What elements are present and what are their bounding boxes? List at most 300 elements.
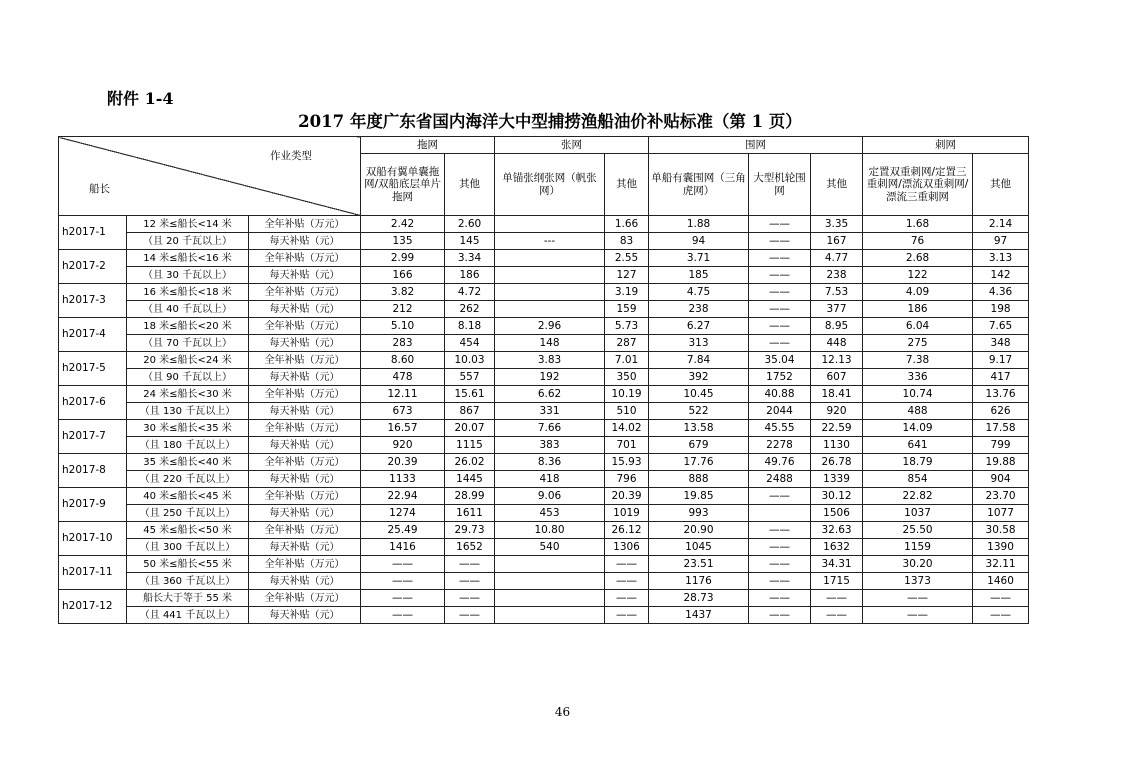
annual-subsidy-value: 3.34 xyxy=(445,250,495,267)
annual-subsidy-value: 28.99 xyxy=(445,488,495,505)
daily-subsidy-value: —— xyxy=(749,539,811,556)
daily-subsidy-value: 198 xyxy=(973,301,1029,318)
group-gillnet-header: 刺网 xyxy=(863,137,1029,154)
table-row xyxy=(59,454,1029,471)
annual-subsidy-value: 16.57 xyxy=(361,420,445,437)
annual-subsidy-value: 30.58 xyxy=(973,522,1029,539)
annual-subsidy-label: 全年补贴（万元） xyxy=(249,352,361,369)
row-code: h2017-3 xyxy=(59,284,127,318)
daily-subsidy-value: —— xyxy=(749,335,811,352)
annual-subsidy-value: 26.12 xyxy=(605,522,649,539)
annual-subsidy-value xyxy=(495,284,605,301)
annual-subsidy-value: 14.09 xyxy=(863,420,973,437)
annual-subsidy-value: 29.73 xyxy=(445,522,495,539)
power-threshold: （且 220 千瓦以上） xyxy=(127,471,249,488)
table-row xyxy=(59,369,1029,386)
annual-subsidy-value: 3.82 xyxy=(361,284,445,301)
power-threshold: （且 40 千瓦以上） xyxy=(127,301,249,318)
table-row xyxy=(59,607,1029,624)
daily-subsidy-label: 每天补贴（元） xyxy=(249,539,361,556)
row-code: h2017-5 xyxy=(59,352,127,386)
table-row xyxy=(59,505,1029,522)
annual-subsidy-value: 1.66 xyxy=(605,216,649,233)
daily-subsidy-label: 每天补贴（元） xyxy=(249,267,361,284)
annual-subsidy-value: —— xyxy=(749,284,811,301)
table-row xyxy=(59,335,1029,352)
daily-subsidy-value: 418 xyxy=(495,471,605,488)
annual-subsidy-value: 7.01 xyxy=(605,352,649,369)
annual-subsidy-value: 3.19 xyxy=(605,284,649,301)
daily-subsidy-value: 212 xyxy=(361,301,445,318)
annual-subsidy-label: 全年补贴（万元） xyxy=(249,522,361,539)
annual-subsidy-value: 49.76 xyxy=(749,454,811,471)
daily-subsidy-value: 313 xyxy=(649,335,749,352)
daily-subsidy-value: 417 xyxy=(973,369,1029,386)
row-code: h2017-9 xyxy=(59,488,127,522)
col-header-anchor-stow-net: 单锚张纲张网（帆张网） xyxy=(495,154,605,216)
daily-subsidy-value: 331 xyxy=(495,403,605,420)
annual-subsidy-value: 2.99 xyxy=(361,250,445,267)
row-code: h2017-4 xyxy=(59,318,127,352)
annual-subsidy-value: 30.12 xyxy=(811,488,863,505)
annual-subsidy-value: —— xyxy=(445,590,495,607)
table-row xyxy=(59,284,1029,301)
power-threshold: （且 441 千瓦以上） xyxy=(127,607,249,624)
annual-subsidy-value: 26.02 xyxy=(445,454,495,471)
row-code: h2017-10 xyxy=(59,522,127,556)
daily-subsidy-value: 488 xyxy=(863,403,973,420)
annual-subsidy-label: 全年补贴（万元） xyxy=(249,420,361,437)
row-code: h2017-8 xyxy=(59,454,127,488)
annual-subsidy-value: 8.95 xyxy=(811,318,863,335)
daily-subsidy-value: 641 xyxy=(863,437,973,454)
daily-subsidy-value: 1416 xyxy=(361,539,445,556)
table-row xyxy=(59,233,1029,250)
annual-subsidy-label: 全年补贴（万元） xyxy=(249,284,361,301)
annual-subsidy-value: 15.93 xyxy=(605,454,649,471)
annual-subsidy-value: —— xyxy=(749,522,811,539)
vessel-length-range: 20 米≤船长<24 米 xyxy=(127,352,249,369)
daily-subsidy-value: 2044 xyxy=(749,403,811,420)
annual-subsidy-value: —— xyxy=(811,590,863,607)
annual-subsidy-value: 6.04 xyxy=(863,318,973,335)
daily-subsidy-value: 1632 xyxy=(811,539,863,556)
annual-subsidy-value: 4.72 xyxy=(445,284,495,301)
daily-subsidy-label: 每天补贴（元） xyxy=(249,471,361,488)
annual-subsidy-value: 14.02 xyxy=(605,420,649,437)
row-code: h2017-6 xyxy=(59,386,127,420)
col-header-gillnet-other: 其他 xyxy=(973,154,1029,216)
power-threshold: （且 300 千瓦以上） xyxy=(127,539,249,556)
annual-subsidy-value: 3.13 xyxy=(973,250,1029,267)
vessel-length-range: 12 米≤船长<14 米 xyxy=(127,216,249,233)
annual-subsidy-value: 10.03 xyxy=(445,352,495,369)
vessel-length-range: 18 米≤船长<20 米 xyxy=(127,318,249,335)
annual-subsidy-value: 20.39 xyxy=(605,488,649,505)
daily-subsidy-value: 522 xyxy=(649,403,749,420)
daily-subsidy-label: 每天补贴（元） xyxy=(249,335,361,352)
power-threshold: （且 180 千瓦以上） xyxy=(127,437,249,454)
daily-subsidy-value xyxy=(495,607,605,624)
annual-subsidy-value xyxy=(495,216,605,233)
daily-subsidy-value: 76 xyxy=(863,233,973,250)
daily-subsidy-value: 673 xyxy=(361,403,445,420)
daily-subsidy-value: 1306 xyxy=(605,539,649,556)
vessel-length-range: 船长大于等于 55 米 xyxy=(127,590,249,607)
daily-subsidy-value: —— xyxy=(445,607,495,624)
header-group-row xyxy=(59,137,1029,154)
annual-subsidy-value: —— xyxy=(749,590,811,607)
daily-subsidy-value: 920 xyxy=(811,403,863,420)
annual-subsidy-value: 40.88 xyxy=(749,386,811,403)
row-code: h2017-1 xyxy=(59,216,127,250)
table-row xyxy=(59,250,1029,267)
annual-subsidy-value: 25.49 xyxy=(361,522,445,539)
daily-subsidy-label: 每天补贴（元） xyxy=(249,437,361,454)
annual-subsidy-value xyxy=(495,590,605,607)
annual-subsidy-value: 7.84 xyxy=(649,352,749,369)
daily-subsidy-value: 166 xyxy=(361,267,445,284)
annual-subsidy-value: 8.18 xyxy=(445,318,495,335)
daily-subsidy-value: 1130 xyxy=(811,437,863,454)
col-header-seine-other: 其他 xyxy=(811,154,863,216)
daily-subsidy-value: 348 xyxy=(973,335,1029,352)
daily-subsidy-value: 701 xyxy=(605,437,649,454)
daily-subsidy-value: —— xyxy=(749,233,811,250)
daily-subsidy-value: 142 xyxy=(973,267,1029,284)
power-threshold: （且 20 千瓦以上） xyxy=(127,233,249,250)
daily-subsidy-value: 1460 xyxy=(973,573,1029,590)
vessel-length-range: 35 米≤船长<40 米 xyxy=(127,454,249,471)
table-row xyxy=(59,216,1029,233)
annual-subsidy-value: 19.88 xyxy=(973,454,1029,471)
daily-subsidy-value: 867 xyxy=(445,403,495,420)
vessel-length-range: 14 米≤船长<16 米 xyxy=(127,250,249,267)
daily-subsidy-value: 454 xyxy=(445,335,495,352)
daily-subsidy-value: 1176 xyxy=(649,573,749,590)
daily-subsidy-value: 1611 xyxy=(445,505,495,522)
daily-subsidy-value: 1274 xyxy=(361,505,445,522)
table-row xyxy=(59,590,1029,607)
daily-subsidy-value: —— xyxy=(749,267,811,284)
daily-subsidy-value xyxy=(495,573,605,590)
table-row xyxy=(59,267,1029,284)
daily-subsidy-value: 1133 xyxy=(361,471,445,488)
attachment-label: 附件 1-4 xyxy=(107,89,174,108)
daily-subsidy-value: 275 xyxy=(863,335,973,352)
subsidy-table xyxy=(58,136,1029,624)
daily-subsidy-value: 1077 xyxy=(973,505,1029,522)
daily-subsidy-value: 2488 xyxy=(749,471,811,488)
daily-subsidy-value: 799 xyxy=(973,437,1029,454)
annual-subsidy-value: 7.66 xyxy=(495,420,605,437)
daily-subsidy-value: 127 xyxy=(605,267,649,284)
annual-subsidy-value: 6.62 xyxy=(495,386,605,403)
daily-subsidy-value: 626 xyxy=(973,403,1029,420)
vessel-length-header: 船长 xyxy=(89,183,110,195)
vessel-length-range: 24 米≤船长<30 米 xyxy=(127,386,249,403)
daily-subsidy-value: 167 xyxy=(811,233,863,250)
annual-subsidy-label: 全年补贴（万元） xyxy=(249,590,361,607)
table-row xyxy=(59,556,1029,573)
annual-subsidy-value: —— xyxy=(749,488,811,505)
annual-subsidy-value: 20.90 xyxy=(649,522,749,539)
annual-subsidy-value: —— xyxy=(863,590,973,607)
power-threshold: （且 90 千瓦以上） xyxy=(127,369,249,386)
daily-subsidy-value: 1019 xyxy=(605,505,649,522)
annual-subsidy-value: 2.96 xyxy=(495,318,605,335)
daily-subsidy-value: 510 xyxy=(605,403,649,420)
annual-subsidy-value: 10.80 xyxy=(495,522,605,539)
daily-subsidy-value xyxy=(749,505,811,522)
annual-subsidy-value: 9.06 xyxy=(495,488,605,505)
col-header-trawl-other: 其他 xyxy=(445,154,495,216)
daily-subsidy-value: 540 xyxy=(495,539,605,556)
annual-subsidy-value: —— xyxy=(361,556,445,573)
table-row xyxy=(59,420,1029,437)
daily-subsidy-value: 1506 xyxy=(811,505,863,522)
daily-subsidy-value: 97 xyxy=(973,233,1029,250)
annual-subsidy-label: 全年补贴（万元） xyxy=(249,216,361,233)
daily-subsidy-value: 192 xyxy=(495,369,605,386)
daily-subsidy-value: 135 xyxy=(361,233,445,250)
annual-subsidy-value: 28.73 xyxy=(649,590,749,607)
daily-subsidy-value: 1373 xyxy=(863,573,973,590)
daily-subsidy-label: 每天补贴（元） xyxy=(249,403,361,420)
annual-subsidy-value: 1.68 xyxy=(863,216,973,233)
daily-subsidy-value: —— xyxy=(863,607,973,624)
annual-subsidy-value: 4.09 xyxy=(863,284,973,301)
annual-subsidy-value: 32.63 xyxy=(811,522,863,539)
annual-subsidy-value: 45.55 xyxy=(749,420,811,437)
daily-subsidy-label: 每天补贴（元） xyxy=(249,369,361,386)
daily-subsidy-value: 607 xyxy=(811,369,863,386)
daily-subsidy-value: 1037 xyxy=(863,505,973,522)
daily-subsidy-value: 448 xyxy=(811,335,863,352)
daily-subsidy-label: 每天补贴（元） xyxy=(249,607,361,624)
annual-subsidy-value: 22.59 xyxy=(811,420,863,437)
power-threshold: （且 250 千瓦以上） xyxy=(127,505,249,522)
daily-subsidy-value: 238 xyxy=(649,301,749,318)
annual-subsidy-value: —— xyxy=(749,250,811,267)
daily-subsidy-value: 1045 xyxy=(649,539,749,556)
daily-subsidy-value: 336 xyxy=(863,369,973,386)
daily-subsidy-value: —— xyxy=(749,607,811,624)
annual-subsidy-value: 2.55 xyxy=(605,250,649,267)
col-header-pair-trawl: 双船有翼单囊拖网/双船底层单片拖网 xyxy=(361,154,445,216)
table-row xyxy=(59,522,1029,539)
operation-type-header: 作业类型 xyxy=(270,150,313,162)
vessel-length-range: 45 米≤船长<50 米 xyxy=(127,522,249,539)
daily-subsidy-value: 854 xyxy=(863,471,973,488)
daily-subsidy-value: 185 xyxy=(649,267,749,284)
annual-subsidy-value: —— xyxy=(361,590,445,607)
annual-subsidy-value: 3.71 xyxy=(649,250,749,267)
annual-subsidy-value: —— xyxy=(749,556,811,573)
header-diagonal-cell xyxy=(59,137,361,216)
daily-subsidy-value: 148 xyxy=(495,335,605,352)
daily-subsidy-value: 186 xyxy=(445,267,495,284)
daily-subsidy-value: 1115 xyxy=(445,437,495,454)
annual-subsidy-value: 2.42 xyxy=(361,216,445,233)
group-trawl-header: 拖网 xyxy=(361,137,495,154)
daily-subsidy-label: 每天补贴（元） xyxy=(249,573,361,590)
daily-subsidy-value: --- xyxy=(495,233,605,250)
daily-subsidy-value: 557 xyxy=(445,369,495,386)
daily-subsidy-value: 145 xyxy=(445,233,495,250)
annual-subsidy-value: 26.78 xyxy=(811,454,863,471)
daily-subsidy-value: 2278 xyxy=(749,437,811,454)
daily-subsidy-value: 888 xyxy=(649,471,749,488)
daily-subsidy-value: —— xyxy=(749,573,811,590)
annual-subsidy-value: 20.07 xyxy=(445,420,495,437)
annual-subsidy-value: 10.45 xyxy=(649,386,749,403)
power-threshold: （且 30 千瓦以上） xyxy=(127,267,249,284)
annual-subsidy-value: 12.11 xyxy=(361,386,445,403)
col-header-single-purse-seine: 单船有囊围网（三角虎网） xyxy=(649,154,749,216)
annual-subsidy-value: 7.53 xyxy=(811,284,863,301)
row-code: h2017-7 xyxy=(59,420,127,454)
annual-subsidy-value: 25.50 xyxy=(863,522,973,539)
daily-subsidy-value: 283 xyxy=(361,335,445,352)
annual-subsidy-value: 22.94 xyxy=(361,488,445,505)
daily-subsidy-value: 186 xyxy=(863,301,973,318)
vessel-length-range: 16 米≤船长<18 米 xyxy=(127,284,249,301)
table-row xyxy=(59,301,1029,318)
annual-subsidy-value: 22.82 xyxy=(863,488,973,505)
row-code: h2017-2 xyxy=(59,250,127,284)
annual-subsidy-value: 23.51 xyxy=(649,556,749,573)
daily-subsidy-value: —— xyxy=(361,607,445,624)
table-row xyxy=(59,386,1029,403)
annual-subsidy-value: 8.36 xyxy=(495,454,605,471)
annual-subsidy-value: 32.11 xyxy=(973,556,1029,573)
daily-subsidy-value: 287 xyxy=(605,335,649,352)
table-row xyxy=(59,471,1029,488)
annual-subsidy-value xyxy=(495,250,605,267)
annual-subsidy-value: 30.20 xyxy=(863,556,973,573)
annual-subsidy-value: 3.83 xyxy=(495,352,605,369)
annual-subsidy-value: 4.36 xyxy=(973,284,1029,301)
vessel-length-range: 50 米≤船长<55 米 xyxy=(127,556,249,573)
group-stow-net-header: 张网 xyxy=(495,137,649,154)
daily-subsidy-label: 每天补贴（元） xyxy=(249,505,361,522)
annual-subsidy-value: 9.17 xyxy=(973,352,1029,369)
annual-subsidy-value: 5.10 xyxy=(361,318,445,335)
daily-subsidy-value: —— xyxy=(361,573,445,590)
daily-subsidy-value: 993 xyxy=(649,505,749,522)
daily-subsidy-value: 377 xyxy=(811,301,863,318)
annual-subsidy-value: 5.73 xyxy=(605,318,649,335)
annual-subsidy-value: 4.75 xyxy=(649,284,749,301)
col-header-set-gillnet: 定置双重刺网/定置三重刺网/漂流双重刺网/漂流三重刺网 xyxy=(863,154,973,216)
daily-subsidy-value: 262 xyxy=(445,301,495,318)
annual-subsidy-value: 17.58 xyxy=(973,420,1029,437)
daily-subsidy-value xyxy=(495,267,605,284)
annual-subsidy-value: 13.58 xyxy=(649,420,749,437)
power-threshold: （且 360 千瓦以上） xyxy=(127,573,249,590)
annual-subsidy-value: 4.77 xyxy=(811,250,863,267)
daily-subsidy-value: 238 xyxy=(811,267,863,284)
annual-subsidy-value: 18.79 xyxy=(863,454,973,471)
daily-subsidy-value: 1437 xyxy=(649,607,749,624)
annual-subsidy-value: 12.13 xyxy=(811,352,863,369)
table-row xyxy=(59,318,1029,335)
daily-subsidy-value: —— xyxy=(445,573,495,590)
vessel-length-range: 30 米≤船长<35 米 xyxy=(127,420,249,437)
daily-subsidy-value: 1652 xyxy=(445,539,495,556)
annual-subsidy-value: 18.41 xyxy=(811,386,863,403)
annual-subsidy-value: 3.35 xyxy=(811,216,863,233)
daily-subsidy-value: —— xyxy=(605,607,649,624)
annual-subsidy-value: 7.65 xyxy=(973,318,1029,335)
annual-subsidy-value: 20.39 xyxy=(361,454,445,471)
annual-subsidy-value: —— xyxy=(445,556,495,573)
daily-subsidy-value: 94 xyxy=(649,233,749,250)
annual-subsidy-value: 7.38 xyxy=(863,352,973,369)
annual-subsidy-value: 13.76 xyxy=(973,386,1029,403)
annual-subsidy-value: 2.68 xyxy=(863,250,973,267)
annual-subsidy-value: 17.76 xyxy=(649,454,749,471)
annual-subsidy-value: 34.31 xyxy=(811,556,863,573)
annual-subsidy-value: 8.60 xyxy=(361,352,445,369)
daily-subsidy-label: 每天补贴（元） xyxy=(249,233,361,250)
table-row xyxy=(59,352,1029,369)
daily-subsidy-value: 122 xyxy=(863,267,973,284)
col-header-large-purse-seine: 大型机轮围网 xyxy=(749,154,811,216)
daily-subsidy-value: —— xyxy=(605,573,649,590)
annual-subsidy-label: 全年补贴（万元） xyxy=(249,318,361,335)
row-code: h2017-12 xyxy=(59,590,127,624)
annual-subsidy-value: —— xyxy=(973,590,1029,607)
daily-subsidy-value: 83 xyxy=(605,233,649,250)
daily-subsidy-value: 383 xyxy=(495,437,605,454)
annual-subsidy-value: 10.19 xyxy=(605,386,649,403)
table-row xyxy=(59,539,1029,556)
daily-subsidy-value: 679 xyxy=(649,437,749,454)
daily-subsidy-value: 796 xyxy=(605,471,649,488)
power-threshold: （且 130 千瓦以上） xyxy=(127,403,249,420)
page-number: 46 xyxy=(554,705,571,719)
annual-subsidy-label: 全年补贴（万元） xyxy=(249,556,361,573)
daily-subsidy-value: 453 xyxy=(495,505,605,522)
table-row xyxy=(59,488,1029,505)
annual-subsidy-value: 1.88 xyxy=(649,216,749,233)
row-code: h2017-11 xyxy=(59,556,127,590)
power-threshold: （且 70 千瓦以上） xyxy=(127,335,249,352)
daily-subsidy-value: 1715 xyxy=(811,573,863,590)
daily-subsidy-value: 1159 xyxy=(863,539,973,556)
daily-subsidy-value: 1339 xyxy=(811,471,863,488)
annual-subsidy-value: 10.74 xyxy=(863,386,973,403)
daily-subsidy-value: 904 xyxy=(973,471,1029,488)
daily-subsidy-value: 159 xyxy=(605,301,649,318)
annual-subsidy-value: 23.70 xyxy=(973,488,1029,505)
annual-subsidy-value: —— xyxy=(605,590,649,607)
daily-subsidy-value: —— xyxy=(749,301,811,318)
daily-subsidy-value: 1445 xyxy=(445,471,495,488)
table-row xyxy=(59,573,1029,590)
daily-subsidy-label: 每天补贴（元） xyxy=(249,301,361,318)
daily-subsidy-value: 1390 xyxy=(973,539,1029,556)
daily-subsidy-value xyxy=(495,301,605,318)
daily-subsidy-value: 478 xyxy=(361,369,445,386)
col-header-stow-other: 其他 xyxy=(605,154,649,216)
daily-subsidy-value: 350 xyxy=(605,369,649,386)
daily-subsidy-value: 920 xyxy=(361,437,445,454)
group-purse-seine-header: 围网 xyxy=(649,137,863,154)
annual-subsidy-label: 全年补贴（万元） xyxy=(249,488,361,505)
